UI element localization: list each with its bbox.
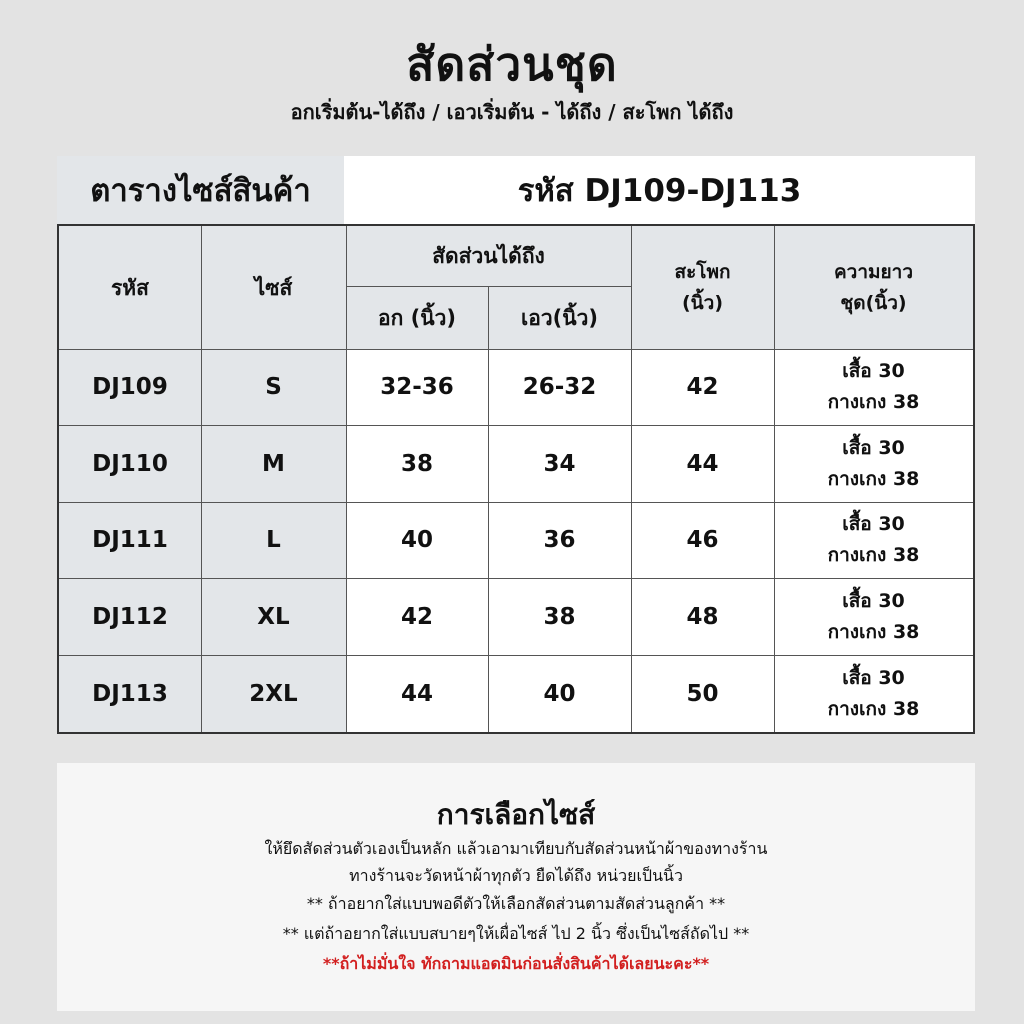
table-row-hip: 48: [686, 603, 719, 630]
table-row-chest: 44: [400, 680, 433, 707]
size-guide-line: ** ถ้าอยากใส่แบบพอดีตัวให้เลือกสัดส่วนตามสัดส่วนลูกค้า **: [306, 894, 726, 913]
column-header-length: ความยาว ชุด(นิ้ว): [833, 260, 914, 314]
table-row-waist: 40: [543, 680, 576, 707]
table-row-waist: 34: [543, 450, 576, 477]
size-guide-card: [57, 763, 975, 1011]
table-row-size: XL: [257, 603, 290, 630]
table-row-chest: 38: [400, 450, 433, 477]
table-row-waist: 36: [543, 527, 576, 553]
table-row-hip: 44: [686, 450, 719, 477]
column-header-waist: เอว(นิ้ว): [521, 305, 598, 330]
table-row-size: L: [266, 527, 281, 553]
table-row-chest: 42: [400, 603, 433, 630]
table-row-length: เสื้อ 30 กางเกง 38: [827, 436, 920, 490]
table-row-length: เสื้อ 30 กางเกง 38: [827, 589, 920, 643]
page-title: สัดส่วนชุด: [406, 37, 618, 91]
product-code-range: รหัส DJ109-DJ113: [344, 156, 975, 224]
table-row-code: DJ112: [92, 603, 168, 630]
size-chart-heading: ตารางไซส์สินค้า: [57, 156, 344, 224]
table-row-code: DJ109: [92, 374, 168, 400]
page-subtitle: อกเริ่มต้น-ได้ถึง / เอวเริ่มต้น - ได้ถึง / สะโพก ได้ถึง: [290, 100, 734, 124]
table-row-hip: 42: [686, 374, 719, 400]
table-row-size: M: [262, 450, 285, 477]
table-row-waist: 38: [543, 603, 576, 630]
size-guide-title: การเลือกไซส์: [436, 798, 596, 831]
column-group-header: สัดส่วนได้ถึง: [432, 244, 545, 268]
column-header-chest: อก (นิ้ว): [378, 305, 456, 330]
column-header-size: ไซส์: [254, 275, 293, 300]
table-row-length: เสื้อ 30 กางเกง 38: [827, 360, 920, 413]
column-header-hip: สะโพก (นิ้ว): [674, 260, 731, 314]
table-row-length: เสื้อ 30 กางเกง 38: [827, 666, 920, 720]
column-header-code: รหัส: [111, 275, 149, 300]
table-row-hip: 46: [686, 527, 719, 553]
size-guide-line: ทางร้านจะวัดหน้าผ้าทุกตัว ยืดได้ถึง หน่วยเป็นนิ้ว: [349, 866, 683, 885]
table-row-size: S: [265, 374, 282, 400]
table-row-hip: 50: [686, 680, 719, 707]
table-row-code: DJ113: [92, 680, 168, 707]
size-guide-warning: **ถ้าไม่มั่นใจ ทักถามแอดมินก่อนสั่งสินค้าได้เลยนะคะ**: [322, 954, 710, 973]
table-row-chest: 32-36: [380, 374, 454, 400]
size-guide-line: ** แต่ถ้าอยากใส่แบบสบายๆให้เผื่อไซส์ ไป 2 นิ้ว ซึ่งเป็นไซส์ถัดไป **: [282, 924, 750, 943]
table-row-waist: 26-32: [522, 374, 597, 400]
table-row-code: DJ110: [92, 450, 168, 477]
table-row-code: DJ111: [92, 527, 168, 553]
size-table: [57, 224, 975, 734]
size-guide-line: ให้ยึดสัดส่วนตัวเองเป็นหลัก แล้วเอามาเทียบกับสัดส่วนหน้าผ้าของทางร้าน: [264, 839, 768, 858]
table-row-chest: 40: [400, 527, 433, 553]
table-row-size: 2XL: [249, 680, 298, 707]
size-chart-card: [57, 156, 975, 734]
table-row-length: เสื้อ 30 กางเกง 38: [827, 513, 920, 566]
